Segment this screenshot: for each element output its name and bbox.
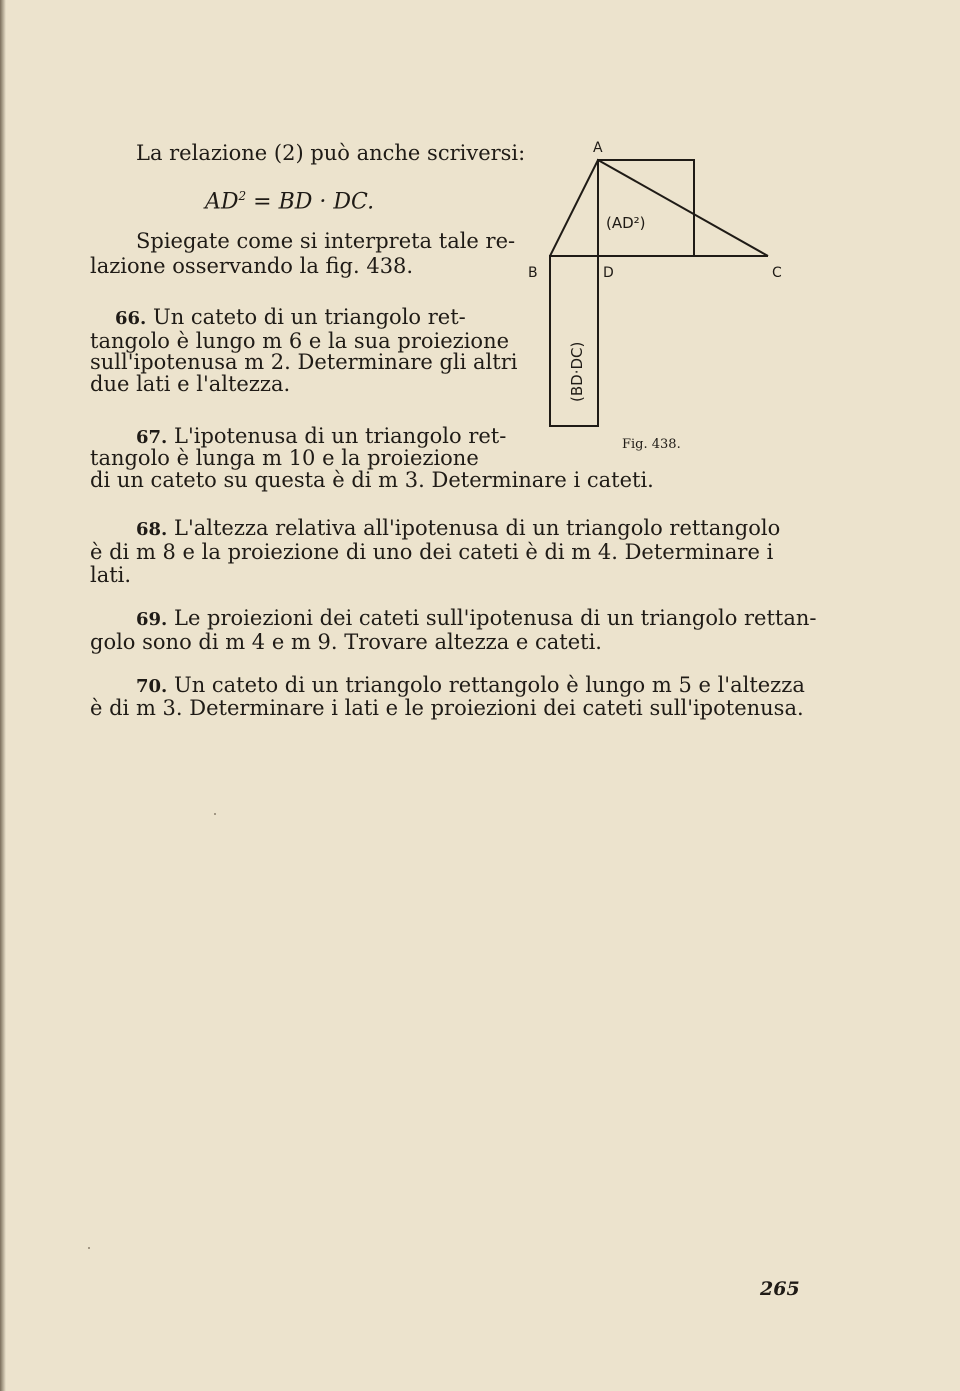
formula-exponent: 2 [238, 189, 247, 203]
label-a: A [593, 140, 603, 156]
problem-67-line-3: di un cateto su questa è di m 3. Determinare i cateti. [90, 468, 654, 492]
problem-68-line-2: è di m 8 e la proiezione di uno dei cateti è di m 4. Determinare i [90, 540, 774, 564]
problem-67-number: 67. [136, 427, 168, 448]
problem-66-number: 66. [115, 308, 147, 329]
formula-rest: = BD · DC. [246, 189, 375, 215]
problem-70-text-1: Un cateto di un triangolo rettangolo è lungo m 5 e l'altezza [167, 673, 805, 697]
problem-68-number: 68. [136, 519, 168, 540]
label-ad-squared: (AD²) [606, 214, 646, 232]
problem-68-line-1 [136, 516, 780, 542]
problem-68-line-3: lati. [90, 563, 132, 587]
problem-66-line-4: due lati e l'altezza. [90, 372, 291, 396]
intro-line-4: lazione osservando la fig. 438. [90, 254, 414, 278]
page-edge-shadow [0, 0, 6, 1391]
problem-66-line-3: sull'ipotenusa m 2. Determinare gli altri [90, 350, 518, 374]
figure-438 [500, 130, 800, 450]
problem-68-text-1: L'altezza relativa all'ipotenusa di un triangolo rettangolo [167, 516, 781, 540]
page-number: 265 [760, 1278, 800, 1300]
problem-69-line-2: golo sono di m 4 e m 9. Trovare altezza e cateti. [90, 630, 602, 654]
problem-69-line-1 [136, 606, 817, 632]
intro-line-1: La relazione (2) può anche scriversi: [136, 141, 526, 165]
label-d: D [603, 265, 614, 281]
formula-ad: AD [205, 189, 239, 215]
triangle-abc [550, 160, 768, 256]
label-b: B [528, 265, 538, 281]
problem-69-text-1: Le proiezioni dei cateti sull'ipotenusa di un triangolo rettan- [167, 606, 817, 630]
problem-69-number: 69. [136, 609, 168, 630]
label-bd-dc: (BD·DC) [568, 341, 586, 402]
intro-line-3: Spiegate come si interpreta tale re- [136, 229, 516, 253]
formula [205, 184, 374, 214]
problem-66-text-1: Un cateto di un triangolo ret- [146, 305, 466, 329]
figure-caption: Fig. 438. [622, 437, 681, 452]
problem-67-line-2: tangolo è lunga m 10 e la proiezione [90, 446, 479, 470]
paper-speck [214, 813, 216, 815]
problem-67-text-1: L'ipotenusa di un triangolo ret- [167, 424, 507, 448]
problem-66-line-1 [115, 305, 466, 331]
problem-66-line-2: tangolo è lungo m 6 e la sua proiezione [90, 329, 510, 353]
problem-70-line-2: è di m 3. Determinare i lati e le proiezioni dei cateti sull'ipotenusa. [90, 696, 804, 720]
label-c: C [772, 265, 782, 281]
paper-speck [88, 1247, 90, 1249]
problem-70-number: 70. [136, 676, 168, 697]
square-ad [598, 160, 694, 256]
